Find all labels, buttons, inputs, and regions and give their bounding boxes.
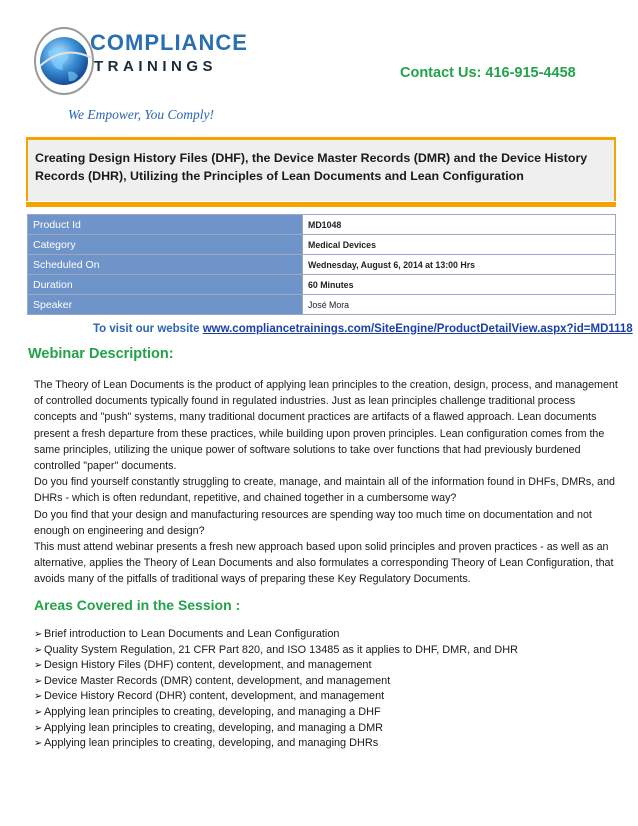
info-label: Product Id <box>28 215 303 235</box>
list-item-text: Brief introduction to Lean Documents and Lean Configuration <box>44 628 340 640</box>
table-row <box>28 275 616 295</box>
logo-text-compliance: COMPLIANCE <box>90 30 248 55</box>
webinar-description-heading: Webinar Description: <box>28 346 174 362</box>
table-row <box>28 295 616 315</box>
list-item <box>34 689 594 705</box>
tagline: We Empower, You Comply! <box>68 107 215 122</box>
list-item <box>34 736 594 752</box>
checkmark-arrow-icon: ➢ <box>34 629 43 640</box>
checkmark-arrow-icon: ➢ <box>34 675 43 687</box>
product-info-table <box>27 214 616 315</box>
list-item-text: Applying lean principles to creating, developing, and managing a DMR <box>44 721 384 734</box>
info-value: 60 Minutes <box>303 275 616 295</box>
table-row <box>28 255 616 275</box>
list-item-text: Applying lean principles to creating, developing, and managing DHRs <box>44 737 379 750</box>
list-item <box>34 721 594 737</box>
checkmark-arrow-icon: ➢ <box>34 660 43 672</box>
website-link[interactable]: www.compliancetrainings.com/SiteEngine/ProductDetailView.aspx?id=MD1118 <box>202 323 633 335</box>
webinar-description <box>34 377 618 588</box>
description-paragraph: Do you find that your design and manufacturing resources are spending way too much time on documentation and not enough on engineering and design? <box>34 508 592 537</box>
info-label: Scheduled On <box>28 255 303 275</box>
list-item-text: Design History Files (DHF) content, development, and management <box>44 659 372 672</box>
visit-website-line <box>93 323 633 335</box>
info-value: Medical Devices <box>303 235 616 255</box>
contact-phone: Contact Us: 416-915-4458 <box>400 65 576 81</box>
list-item-text: Device History Record (DHR) content, development, and management <box>44 690 385 703</box>
info-value: MD1048 <box>303 215 616 235</box>
description-paragraph: The Theory of Lean Documents is the product of applying lean principles to the creation, design, process, and management of controlled documents typically found in regulated industries. Just as lean principles challenge traditional process concepts and "push" systems, many traditional document practices are artifacts of a flawed approach. Lean documents present a fresh departure from these practices, while building upon proven principles. Lean configuration comes from the same principles, utilizing the unique power of software solutions to take over functions that had previously burdened controlled "paper" documents. <box>34 379 618 473</box>
course-title-box <box>26 137 616 201</box>
info-value: José Mora <box>303 295 616 315</box>
list-item-text: Quality System Regulation, 21 CFR Part 820, and ISO 13485 as it applies to DHF, DMR, and DHR <box>44 643 518 656</box>
checkmark-arrow-icon: ➢ <box>34 644 43 656</box>
logo-text-trainings: TRAININGS <box>94 58 217 75</box>
course-title: Creating Design History Files (DHF), the Device Master Records (DMR) and the Device History Records (DHR), Utilizing the Principles of Lean Documents and Lean Configuration <box>35 151 588 183</box>
areas-covered-list <box>34 627 594 752</box>
list-item-text: Applying lean principles to creating, developing, and managing a DHF <box>44 705 381 718</box>
title-underline-bar <box>26 202 616 207</box>
list-item <box>34 674 594 690</box>
list-item <box>34 643 594 659</box>
table-row <box>28 235 616 255</box>
description-paragraph: This must attend webinar presents a fresh new approach based upon solid principles and proven practices - as well as an alternative, applies the Theory of Lean Documents and also formulates a corresponding Theory of Lean Configuration, that avoids many of the pitfalls of traditional ways of preparing these Key Regulatory Documents. <box>34 541 614 586</box>
info-label: Category <box>28 235 303 255</box>
areas-covered-heading: Areas Covered in the Session : <box>34 597 241 613</box>
info-label: Speaker <box>28 295 303 315</box>
list-item <box>34 627 594 643</box>
checkmark-arrow-icon: ➢ <box>34 738 43 750</box>
visit-prefix: To visit our website <box>93 323 203 335</box>
description-paragraph: Do you find yourself constantly struggling to create, manage, and maintain all of the information found in DHFs, DMRs, and DHRs - which is often redundant, repetitive, and chained together in a cumbersome way? <box>34 476 615 505</box>
checkmark-arrow-icon: ➢ <box>34 691 43 703</box>
checkmark-arrow-icon: ➢ <box>34 706 43 718</box>
list-item-text: Device Master Records (DMR) content, development, and management <box>44 674 391 687</box>
table-row <box>28 215 616 235</box>
info-label: Duration <box>28 275 303 295</box>
list-item <box>34 705 594 721</box>
list-item <box>34 658 594 674</box>
info-value: Wednesday, August 6, 2014 at 13:00 Hrs <box>303 255 616 275</box>
checkmark-arrow-icon: ➢ <box>34 722 43 734</box>
